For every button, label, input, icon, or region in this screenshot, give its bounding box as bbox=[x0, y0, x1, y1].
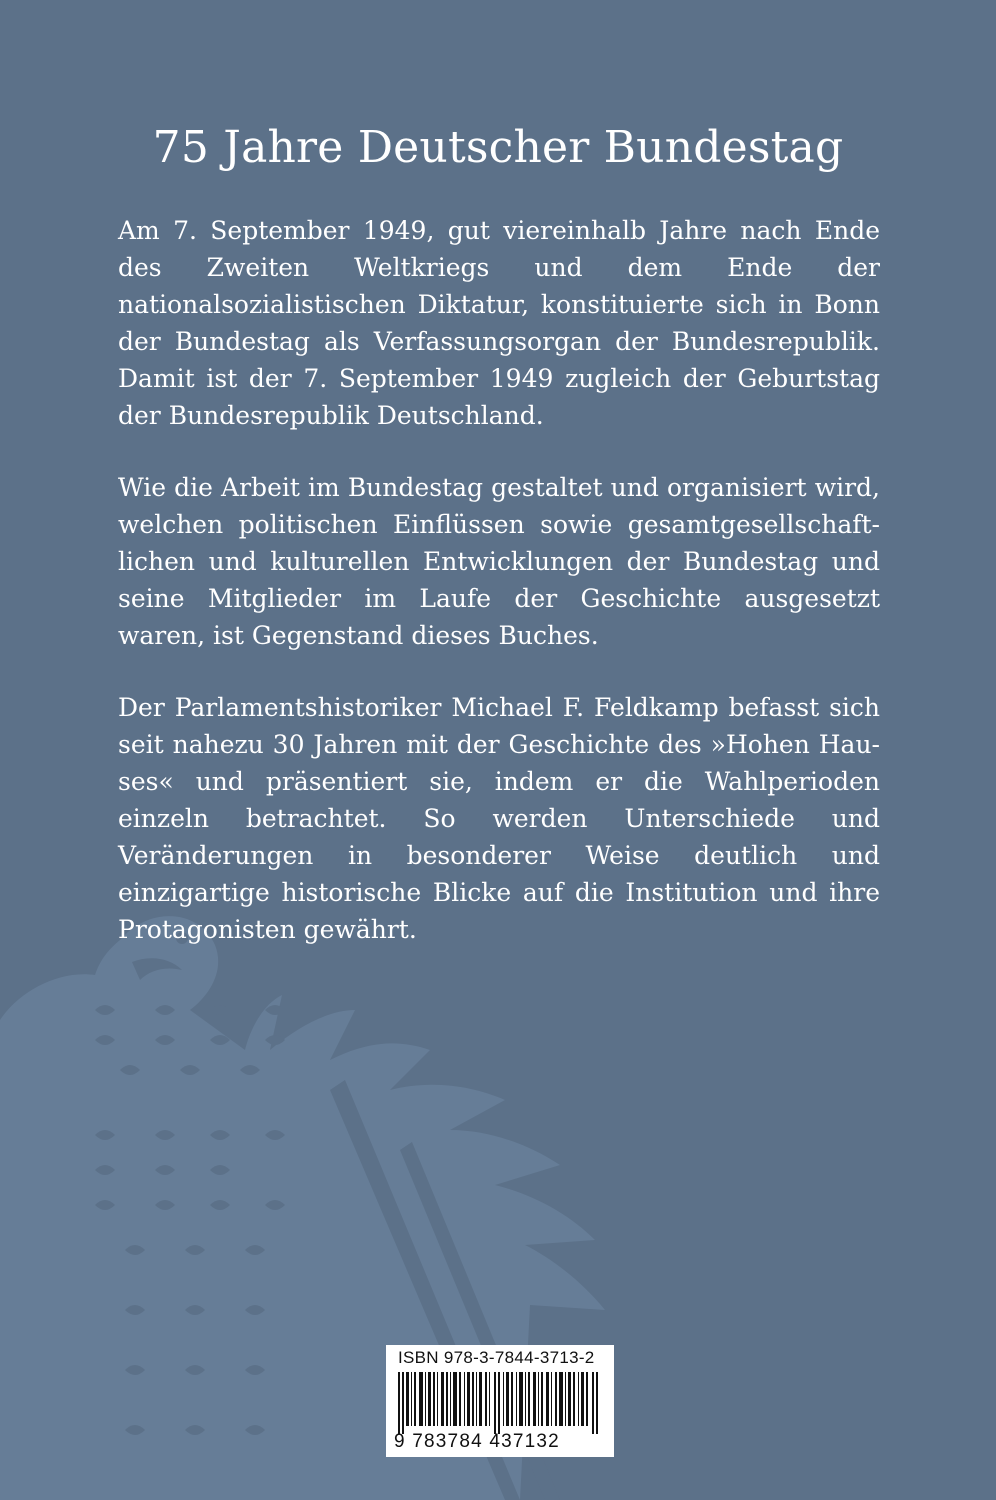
book-title: 75 Jahre Deutscher Bundestag bbox=[152, 122, 844, 173]
blurb-paragraph-3: Der Parlamentshistoriker Michael F. Feldkamp befasst sich seit nahezu 30 Jahren mit der Geschichte des »Hohen Hauses« und präsentiert sie, indem er die Wahlperioden einzeln betrachtet. So werden Unterschiede und Veränderungen in besonderer Weise deutlich und einzigartige historische Blicke auf die Institution und ihre Protagonisten gewährt. bbox=[118, 693, 880, 944]
blurb-paragraph-1: Am 7. September 1949, gut viereinhalb Jahre nach Ende des Zweiten Weltkriegs und dem Ende der nationalsozialistischen Diktatur, konstituierte sich in Bonn der Bundestag als Verfassungsorgan der Bundesrepublik. Damit ist der 7. September 1949 zugleich der Geburtstag der Bundesrepublik Deutschland. bbox=[118, 216, 880, 430]
barcode-number: 9 783784 437132 bbox=[394, 1431, 560, 1452]
barcode-icon bbox=[398, 1372, 602, 1434]
blurb-text bbox=[118, 212, 880, 983]
blurb-paragraph-2: Wie die Arbeit im Bundestag gestaltet und organisiert wird, welchen politischen Einflüssen sowie gesamtgesellschaftlichen und kulturellen Entwicklungen der Bundestag und seine Mitglieder im Laufe der Geschichte ausgesetzt waren, ist Gegenstand dieses Buches. bbox=[118, 473, 880, 650]
isbn-barcode-box bbox=[386, 1345, 614, 1457]
isbn-label: ISBN 978-3-7844-3713-2 bbox=[398, 1348, 595, 1367]
